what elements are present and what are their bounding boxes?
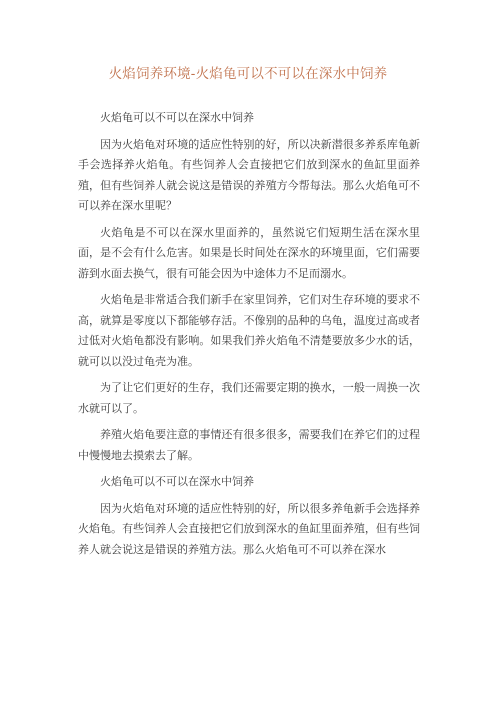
- document-title: 火焰饲养环境-火焰龟可以不可以在深水中饲养: [108, 66, 388, 82]
- paragraph: 火焰龟是不可以在深水里面养的，虽然说它们短期生活在深水里面，是不会有什么危害。如果是长时间处在深水的环境里面，它们需要游到水面去换气，很有可能会因为中途体力不足而溺水。: [78, 225, 420, 280]
- paragraph: 养殖火焰龟要注意的事情还有很多很多，需要我们在养它们的过程中慢慢地去摸索去了解。: [78, 428, 420, 462]
- document-body: [78, 108, 420, 566]
- paragraph: 火焰龟是非常适合我们新手在家里饲养，它们对生存环境的要求不高，就算是零度以下都能够存活。不像别的品种的乌龟，温度过高或者过低对火焰龟都没有影响。如果我们养火焰龟不清楚要放多少水的话，就可以以没过龟壳为准。: [78, 293, 420, 368]
- paragraph: 因为火焰龟对环境的适应性特别的好，所以很多养龟新手会选择养火焰龟。有些饲养人会直接把它们放到深水的鱼缸里面养殖，但有些饲养人就会说这是错误的养殖方法。那么火焰龟可不可以养在深水: [78, 501, 420, 556]
- paragraph-subheading: 火焰龟可以不可以在深水中饲养: [100, 111, 254, 124]
- paragraph: 因为火焰龟对环境的适应性特别的好，所以决新潜很多养系库龟新手会选择养火焰龟。有些饲养人会直接把它们放到深水的鱼缸里面养殖，但有些饲养人就会说这是错误的养殖方今帮每法。那么火焰龟可不可以养在深水里呢？: [78, 137, 420, 212]
- paragraph: 为了让它们更好的生存，我们还需要定期的换水，一般一周换一次水就可以了。: [78, 381, 420, 415]
- paragraph-subheading: 火焰龟可以不可以在深水中饲养: [100, 475, 254, 488]
